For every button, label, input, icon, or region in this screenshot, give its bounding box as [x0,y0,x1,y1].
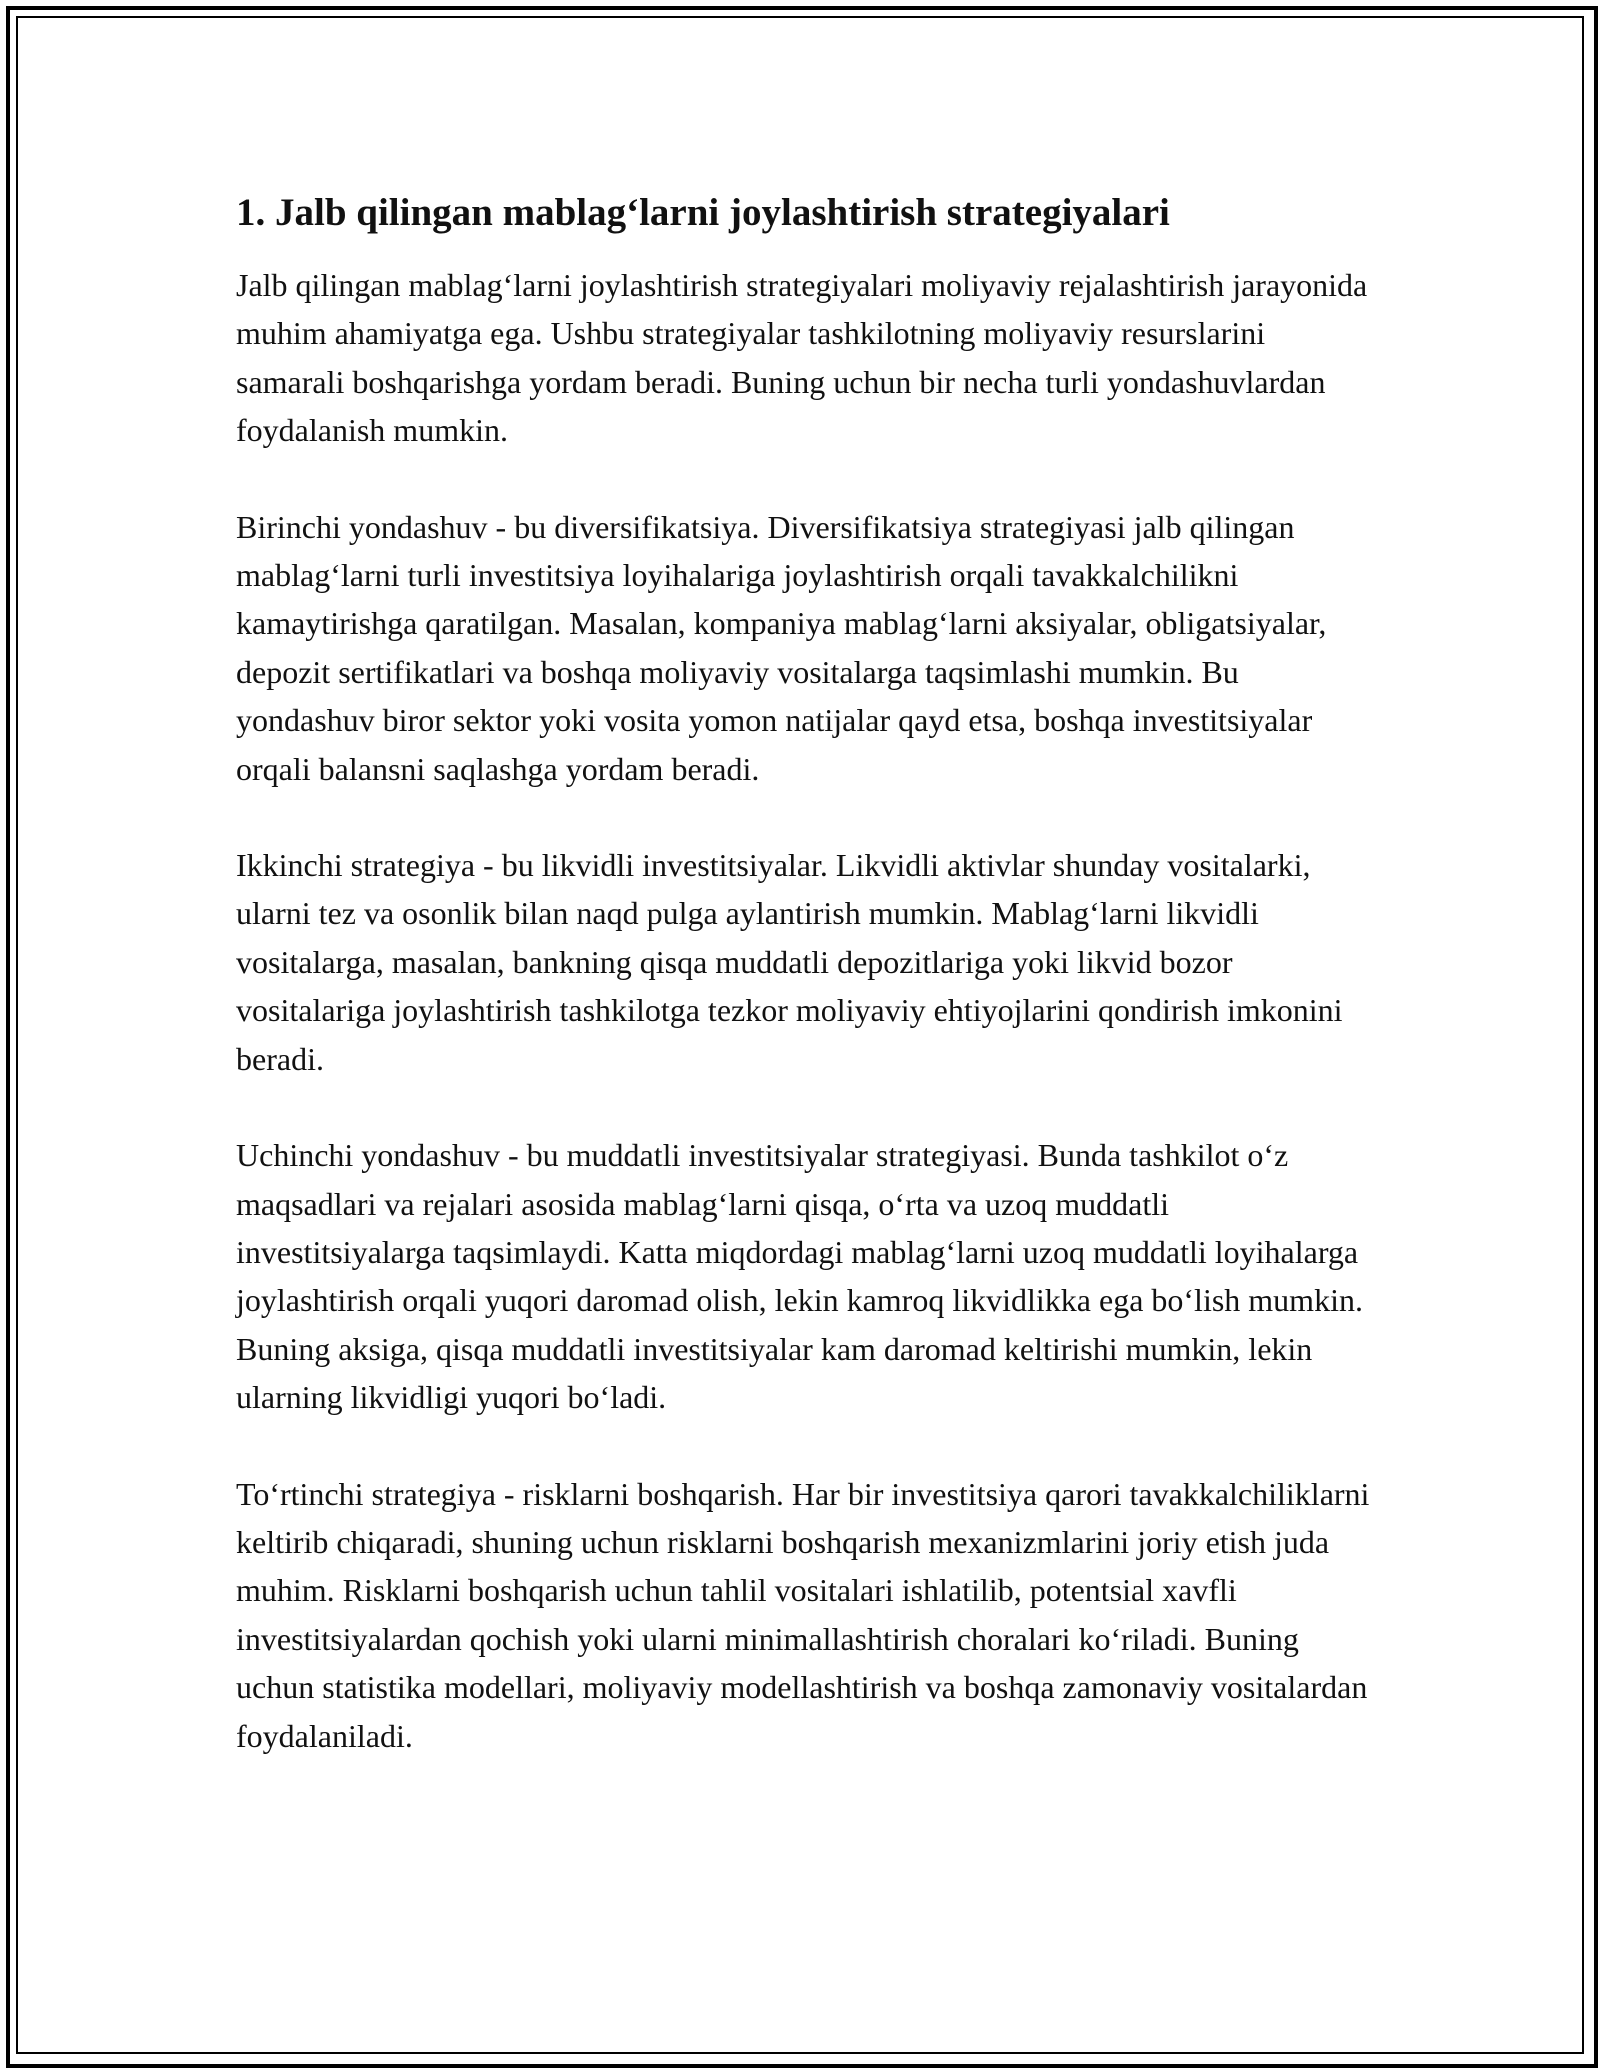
paragraph-term-investments: Uchinchi yondashuv - bu muddatli investitsiyalar strategiyasi. Bunda tashkilot o‘z maqsadlari va rejalari asosida mablag‘larni qisqa, o‘rta va uzoq muddatli investitsiyalarga taqsimlaydi. Katta miqdordagi mablag‘larni uzoq muddatli loyihalarga joylashtirish orqali yuqori daromad olish, lekin kamroq likvidlikka ega bo‘lish mumkin. Buning aksiga, qisqa muddatli investitsiyalar kam daromad keltirishi mumkin, lekin ularning likvidligi yuqori bo‘ladi. [236,1137,1363,1416]
paragraph-diversification: Birinchi yondashuv - bu diversifikatsiya. Diversifikatsiya strategiyasi jalb qilingan mablag‘larni turli investitsiya loyihalariga joylashtirish orqali tavakkalchilikni kamaytirishga qaratilgan. Masalan, kompaniya mablag‘larni aksiyalar, obligatsiyalar, depozit sertifikatlari va boshqa moliyaviy vositalarga taqsimlashi mumkin. Bu yondashuv biror sektor yoki vosita yomon natijalar qayd etsa, boshqa investitsiyalar orqali balansni saqlashga yordam beradi. [236,508,1327,787]
paragraph-liquid-investments: Ikkinchi strategiya - bu likvidli investitsiyalar. Likvidli aktivlar shunday vositalarki, ularni tez va osonlik bilan naqd pulga aylantirish mumkin. Mablag‘larni likvidli vositalarga, masalan, bankning qisqa muddatli depozitlariga yoki likvid bozor vositalariga joylashtirish tashkilotga tezkor moliyaviy ehtiyojlarini qondirish imkonini beradi. [236,847,1343,1077]
section-heading: 1. Jalb qilingan mablag‘larni joylashtirish strategiyalari [236,191,1170,234]
document-body [236,185,1376,1808]
paragraph-risk-management: To‘rtinchi strategiya - risklarni boshqarish. Har bir investitsiya qarori tavakkalchiliklarni keltirib chiqaradi, shuning uchun risklarni boshqarish mexanizmlarini joriy etish juda muhim. Risklarni boshqarish uchun tahlil vositalari ishlatilib, potentsial xavfli investitsiyalardan qochish yoki ularni minimallashtirish choralari ko‘riladi. Buning uchun statistika modellari, moliyaviy modellashtirish va boshqa zamonaviy vositalardan foydalaniladi. [236,1475,1370,1754]
paragraph-intro: Jalb qilingan mablag‘larni joylashtirish strategiyalari moliyaviy rejalashtirish jarayonida muhim ahamiyatga ega. Ushbu strategiyalar tashkilotning moliyaviy resurslarini samarali boshqarishga yordam beradi. Buning uchun bir necha turli yondashuvlardan foydalanish mumkin. [236,267,1368,449]
